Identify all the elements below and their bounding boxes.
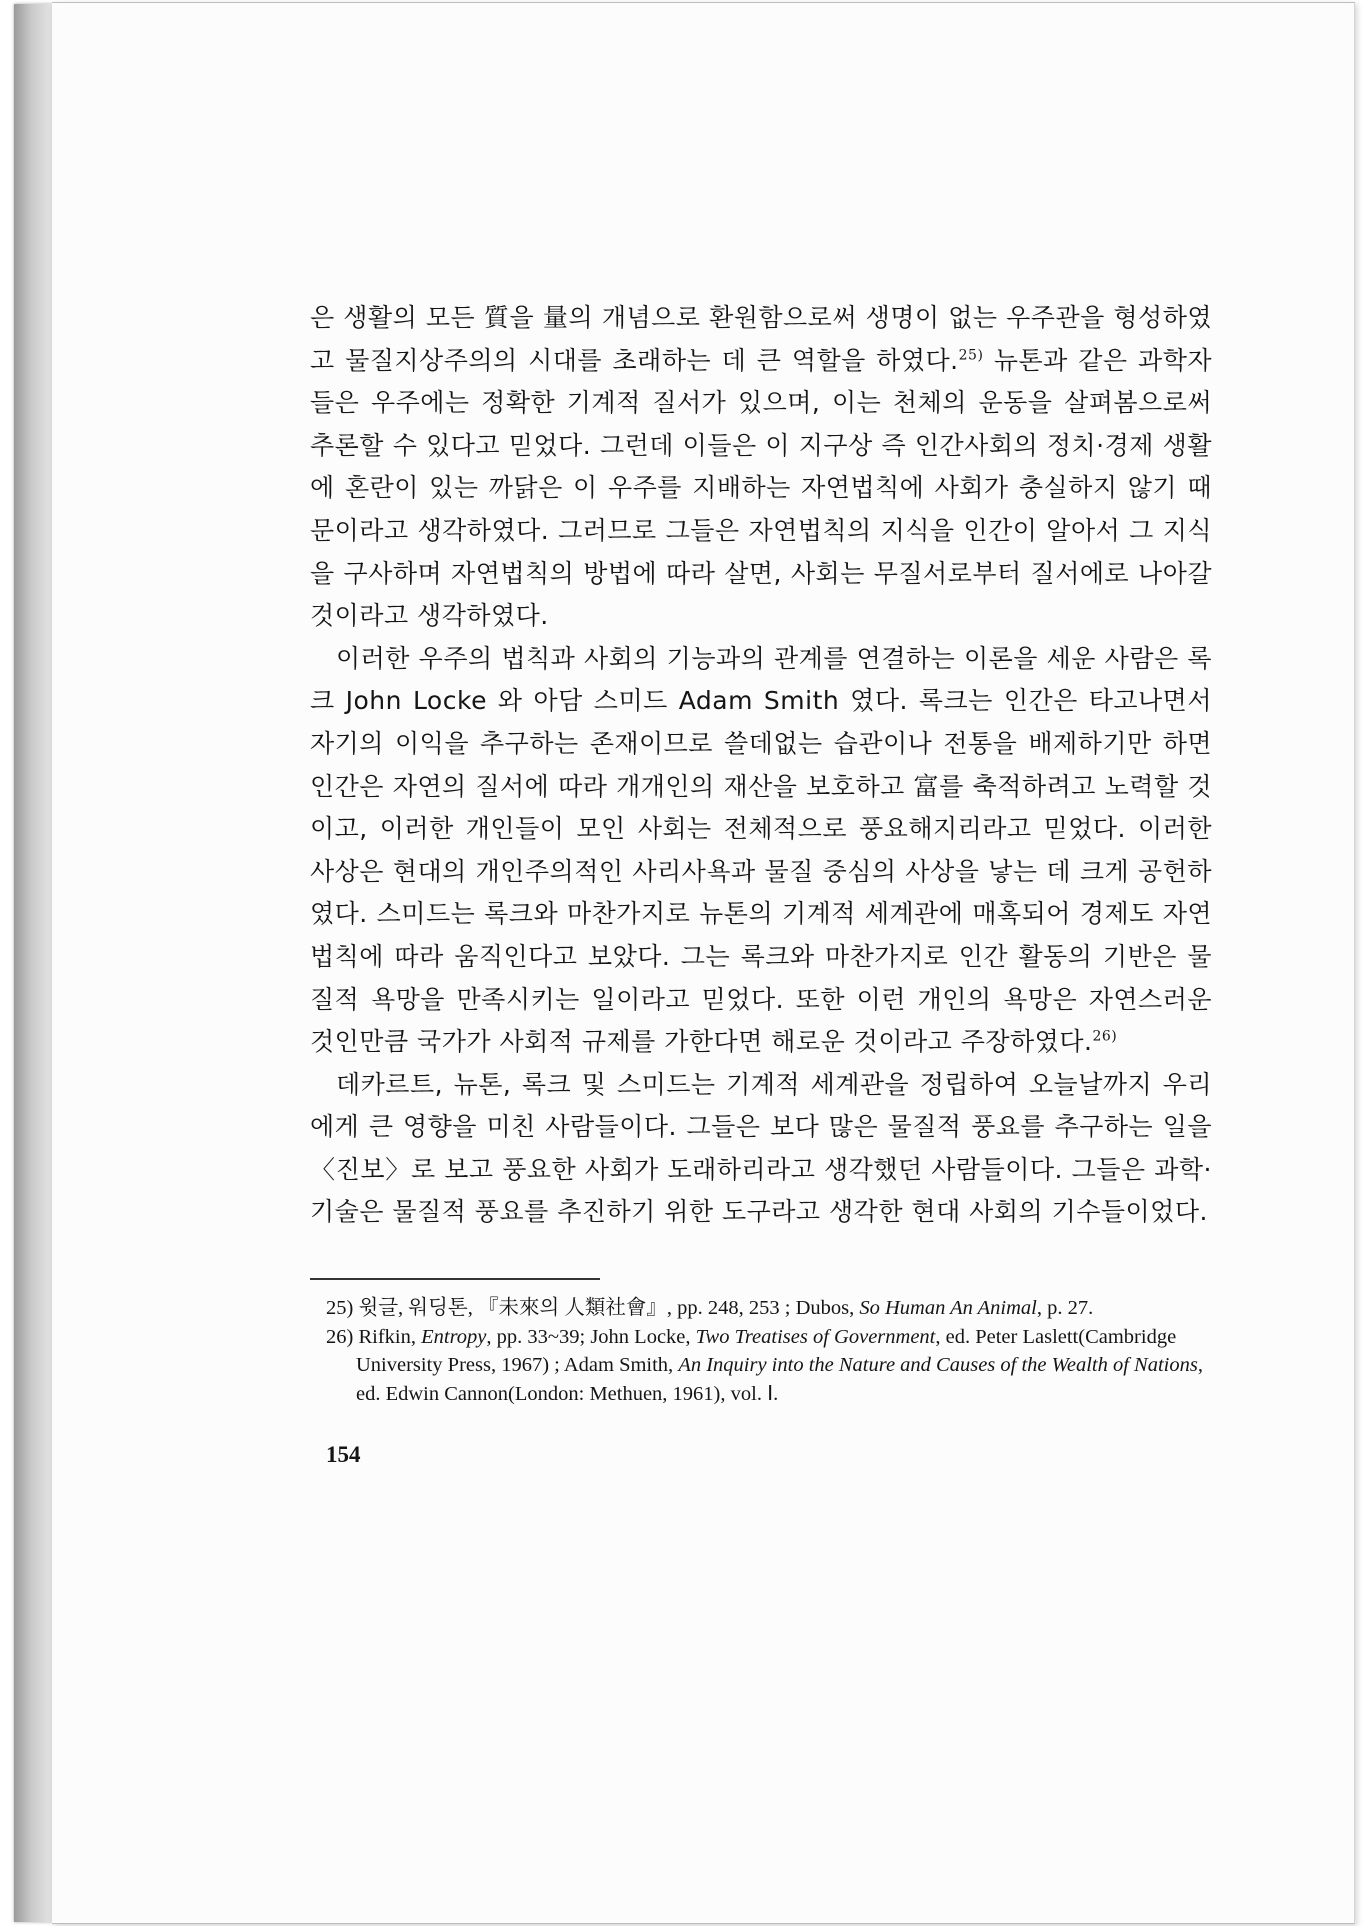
footnote-title: So Human An Animal (859, 1297, 1037, 1320)
paragraph-2 (310, 638, 1212, 1064)
footnote-number: 26) (326, 1325, 354, 1348)
paragraph-1 (310, 297, 1212, 638)
paragraph-3-text: 데카르트, 뉴톤, 록크 및 스미드는 기계적 세계관을 정립하여 오늘날까지 우리에게 큰 영향을 미친 사람들이다. 그들은 보다 많은 물질적 풍요를 추구하는 일을 〈진보〉로 보고 풍요한 사회가 도래하리라고 생각했던 사람들이다. 그들은 과학·기술은 물질적 풍요를 추진하기 위한 도구라고 생각한 현대 사회의 기수들이었다. (310, 1069, 1212, 1227)
footnote-text: Rifkin, (353, 1325, 422, 1348)
footnote-number: 25) (326, 1297, 354, 1320)
paragraph-1-text-a: 은 생활의 모든 質을 量의 개념으로 환원함으로써 생명이 없는 우주관을 형성하였고 물질지상주의의 시대를 초래하는 데 큰 역할을 하였다. (310, 303, 1212, 375)
footnote-26 (326, 1323, 1212, 1409)
footnote-ref-26[interactable]: 26) (1092, 1028, 1118, 1045)
paragraph-1-text-b: 뉴톤과 같은 과학자들은 우주에는 정확한 기계적 질서가 있으며, 이는 천체의 운동을 살펴봄으로써 추론할 수 있다고 믿었다. 그런데 이들은 이 지구상 즉 인간사회의 정치·경제 생활에 혼란이 있는 까닭은 이 우주를 지배하는 자연법칙에 사회가 충실하지 않기 때문이라고 생각하였다. 그러므로 그들은 자연법칙의 지식을 인간이 알아서 그 지식을 구사하며 자연법칙의 방법에 따라 살면, 사회는 무질서로부터 질서에로 나아갈 것이라고 생각하였다. (310, 345, 1212, 631)
footnote-ref-25[interactable]: 25) (958, 347, 984, 364)
footnote-divider (310, 1278, 600, 1280)
page-content (310, 297, 1212, 1468)
footnote-text: , ed. Edwin Cannon(London: Methuen, 1961), vol. Ⅰ. (356, 1354, 1203, 1405)
footnote-25 (326, 1294, 1212, 1323)
footnote-text: , ed. Peter Laslett(Cambridge University Press, 1967) ; Adam Smith, (356, 1325, 1177, 1377)
footnote-title: Entropy (421, 1325, 487, 1348)
footnote-text: , pp. 33~39; John Locke, (486, 1325, 696, 1348)
page-number: 154 (326, 1442, 361, 1468)
page-sheet (52, 2, 1355, 1924)
footnotes (310, 1294, 1212, 1408)
footnote-title: Two Treatises of Government (695, 1325, 936, 1348)
footnote-title: An Inquiry into the Nature and Causes of the Wealth of Nations (678, 1354, 1198, 1377)
book-page-edge (14, 4, 52, 1922)
footnote-text: 윗글, 워딩톤, 『未來의 人類社會』, pp. 248, 253 ; Dubos, (353, 1297, 860, 1320)
paragraph-2-text-a: 이러한 우주의 법칙과 사회의 기능과의 관계를 연결하는 이론을 세운 사람은 록크 John Locke 와 아담 스미드 Adam Smith 였다. 록크는 인간은 타고나면서 자기의 이익을 추구하는 존재이므로 쓸데없는 습관이나 전통을 배제하기만 하면 인간은 자연의 질서에 따라 개개인의 재산을 보호하고 富를 축적하려고 노력할 것이고, 이러한 개인들이 모인 사회는 전체적으로 풍요해지리라고 믿었다. 이러한 사상은 현대의 개인주의적인 사리사욕과 물질 중심의 사상을 낳는 데 크게 공헌하였다. 스미드는 록크와 마찬가지로 뉴톤의 기계적 세계관에 매혹되어 경제도 자연법칙에 따라 움직인다고 보았다. 그는 록크와 마찬가지로 인간 활동의 기반은 물질적 욕망을 만족시키는 일이라고 믿었다. 또한 이런 개인의 욕망은 자연스러운 것인만큼 국가가 사회적 규제를 가한다면 해로운 것이라고 주장하였다. (310, 643, 1212, 1057)
paragraph-3 (310, 1064, 1212, 1234)
body-text (310, 297, 1212, 1234)
footnote-text: , p. 27. (1036, 1297, 1094, 1320)
